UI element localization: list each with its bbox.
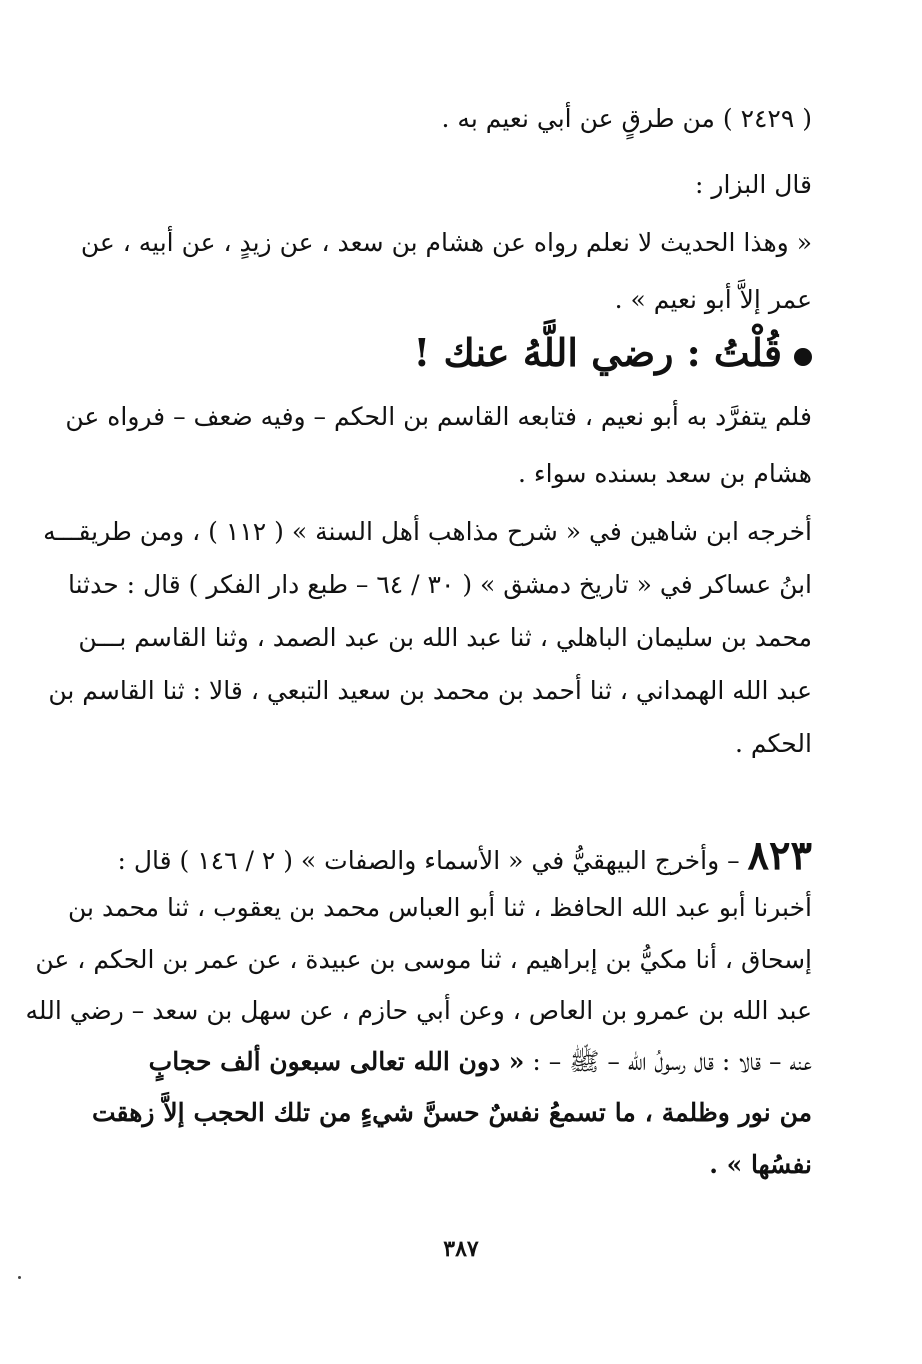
text-line: فلم يتفرَّد به أبو نعيم ، فتابعه القاسم بن الحكم – وفيه ضعف – فرواه عن [65,402,812,431]
text-plain: عنه – قالا : قال رسولُ الله – ﷺ – : [532,1047,812,1076]
entry-text: – وأخرج البيهقيُّ في « الأسماء والصفات » ( ٢ / ١٤٦ ) قال : [117,846,740,875]
text-line: محمد بن سليمان الباهلي ، ثنا عبد الله بن عبد الصمد ، وثنا القاسم بـــن [78,623,812,652]
text-line: الحكم . [734,729,812,758]
text-line: عبد الله الهمداني ، ثنا أحمد بن محمد بن سعيد التبعي ، قالا : ثنا القاسم بن [48,676,812,705]
heading-text: قُلْتُ : رضي اللَّهُ عنك ! [413,330,782,375]
scan-speck [18,1276,21,1279]
text-line: « وهذا الحديث لا نعلم رواه عن هشام بن سعد ، عن زيدٍ ، عن أبيه ، عن [80,228,812,257]
text-line [92,1046,812,1083]
text-line: أخرجه ابن شاهين في « شرح مذاهب أهل السنة » ( ١١٢ ) ، ومن طريقـــه [43,517,812,546]
bullet-icon [794,348,812,366]
section-heading [92,330,812,375]
text-line: هشام بن سعد بسنده سواء . [518,459,812,488]
text-line: عبد الله بن عمرو بن العاص ، وعن أبي حازم ، عن سهل بن سعد – رضي الله [25,996,812,1025]
text-line: أخبرنا أبو عبد الله الحافظ ، ثنا أبو العباس محمد بن يعقوب ، ثنا محمد بن [68,893,812,922]
hadith-text: نفسُها » . [709,1150,812,1179]
text-line: قال البزار : [695,170,812,199]
hadith-text: « دون الله تعالى سبعون ألف حجابٍ [148,1047,525,1076]
text-line: عمر إلاَّ أبو نعيم » . [614,285,812,314]
hadith-text: من نور وظلمة ، ما تسمعُ نفسٌ حسنَّ شيءٍ من تلك الحجب إلاَّ زهقت [92,1098,812,1127]
text-line: ابنُ عساكر في « تاريخ دمشق » ( ٣٠ / ٦٤ – طبع دار الفكر ) قال : حدثنا [67,570,812,599]
text-line: ( ٢٤٢٩ ) من طرقٍ عن أبي نعيم به . [441,104,812,133]
page-number: ٣٨٧ [443,1236,479,1262]
main-text [25,0,812,1364]
entry-number: ٨٢٣ [747,832,812,879]
entry-line [92,832,812,879]
text-line: إسحاق ، أنا مكيُّ بن إبراهيم ، ثنا موسى بن عبيدة ، عن عمر بن الحكم ، عن [35,945,812,974]
